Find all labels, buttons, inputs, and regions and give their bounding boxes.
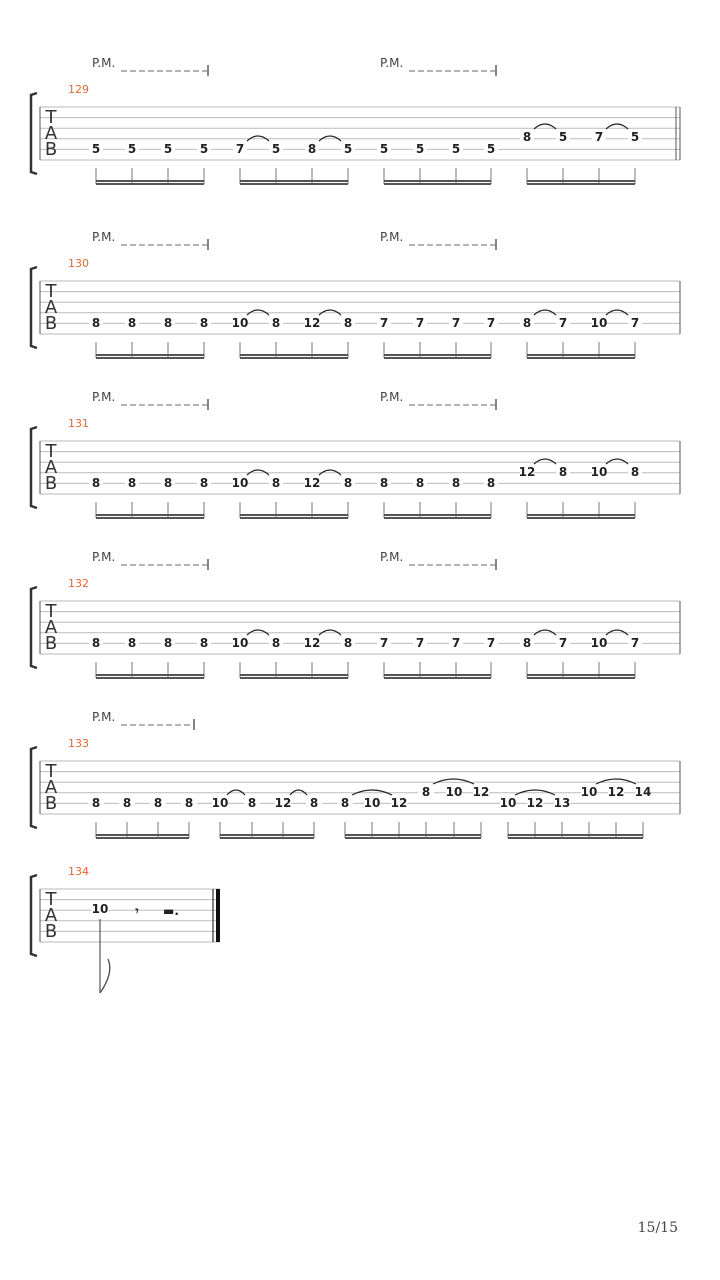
system-bracket [31,267,37,348]
fret-number: 8 [91,316,101,330]
fret-number: 7 [235,142,245,156]
beam [384,674,491,676]
beam [527,183,635,185]
beam [96,677,204,679]
fret-number: 7 [451,316,461,330]
note-flag [100,959,110,993]
fret-number: 5 [486,142,496,156]
tab-system-129 [31,56,680,185]
fret-number: 8 [522,636,532,650]
fret-number: 8 [307,142,317,156]
fret-number: 8 [343,636,353,650]
fret-number: 8 [558,465,568,479]
beam [240,357,348,359]
tab-letter-b: B [44,633,58,654]
fret-number: 8 [522,130,532,144]
palm-mute-label: P.M. [380,390,404,404]
fret-number: 8 [343,316,353,330]
fret-number: 5 [415,142,425,156]
beam [240,514,348,516]
fret-number: 7 [630,316,640,330]
measure-number: 133 [68,737,89,750]
fret-number: 7 [415,316,425,330]
beam [384,677,491,679]
beam [240,354,348,356]
tab-letter-t: T [45,889,57,910]
tab-letter-a: A [44,777,58,798]
beam [508,837,643,839]
tab-letter-b: B [44,793,58,814]
fret-number: 8 [309,796,319,810]
final-thick-barline [216,889,220,942]
beam [384,514,491,516]
fret-number: 8 [247,796,257,810]
beam [527,354,635,356]
fret-number: 7 [558,316,568,330]
slur [606,459,628,464]
palm-mute-label: P.M. [92,56,116,70]
fret-number: 13 [553,796,571,810]
page-number: 15/15 [637,1220,678,1236]
fret-number: 7 [379,316,389,330]
fret-number: 8 [421,785,431,799]
beam [384,357,491,359]
fret-number: 8 [163,636,173,650]
beam [220,837,314,839]
eighth-rest-icon: 𝄾 [135,904,139,918]
fret-number: 8 [271,316,281,330]
fret-number: 10 [590,316,608,330]
tab-letter-a: A [44,617,58,638]
beam [384,180,491,182]
fret-number: 10 [590,465,608,479]
palm-mute-label: P.M. [92,230,116,244]
fret-number: 12 [472,785,490,799]
beam [384,183,491,185]
fret-number: 10 [580,785,598,799]
tab-system-131 [31,390,680,519]
beam [240,517,348,519]
system-bracket [31,747,37,828]
tab-letter-t: T [45,601,57,622]
system-bracket [31,875,37,956]
slur [596,779,636,784]
fret-number: 8 [163,476,173,490]
fret-number: 8 [340,796,350,810]
fret-number: 10 [231,636,249,650]
fret-number: 8 [199,316,209,330]
beam [96,837,189,839]
fret-number: 8 [451,476,461,490]
tab-letter-a: A [44,905,58,926]
fret-number: 12 [526,796,544,810]
fret-number: 7 [594,130,604,144]
fret-number: 10 [211,796,229,810]
dotted-rest-icon: ▬. [163,904,179,918]
palm-mute-label: P.M. [92,390,116,404]
fret-number: 7 [486,316,496,330]
beam [384,517,491,519]
fret-number: 10 [363,796,381,810]
beam [96,517,204,519]
fret-number: 7 [630,636,640,650]
measure-number: 131 [68,417,89,430]
fret-number: 8 [522,316,532,330]
systems-layer [31,56,680,993]
fret-number: 8 [122,796,132,810]
fret-number: 12 [274,796,292,810]
fret-number: 10 [231,316,249,330]
tab-letter-b: B [44,313,58,334]
beam [96,674,204,676]
beam [345,837,481,839]
palm-mute-label: P.M. [380,230,404,244]
fret-number: 5 [163,142,173,156]
fret-number: 5 [451,142,461,156]
fret-number: 5 [379,142,389,156]
tab-letter-t: T [45,761,57,782]
beam [220,834,314,836]
fret-number: 5 [558,130,568,144]
tab-system-132 [31,550,680,679]
beam [527,357,635,359]
fret-number: 8 [184,796,194,810]
fret-number: 12 [303,476,321,490]
beam [345,834,481,836]
fret-number: 7 [486,636,496,650]
fret-number: 8 [163,316,173,330]
fret-number: 7 [558,636,568,650]
fret-number: 5 [271,142,281,156]
fret-number: 8 [271,636,281,650]
fret-number: 8 [91,796,101,810]
beam [527,180,635,182]
fret-number: 7 [451,636,461,650]
fret-number: 10 [91,902,109,916]
fret-number: 12 [518,465,536,479]
tab-letter-b: B [44,473,58,494]
tab-letter-b: B [44,921,58,942]
beam [527,517,635,519]
measure-number: 132 [68,577,89,590]
measure-number: 134 [68,865,89,878]
beam [96,357,204,359]
beam [96,834,189,836]
palm-mute-label: P.M. [92,710,116,724]
fret-number: 14 [634,785,652,799]
system-bracket [31,93,37,174]
fret-number: 5 [630,130,640,144]
measure-number: 130 [68,257,89,270]
fret-number: 10 [499,796,517,810]
fret-number: 8 [199,476,209,490]
fret-number: 10 [590,636,608,650]
palm-mute-label: P.M. [92,550,116,564]
fret-number: 12 [303,636,321,650]
beam [384,354,491,356]
beam [96,180,204,182]
fret-number: 5 [199,142,209,156]
fret-number: 8 [127,476,137,490]
palm-mute-label: P.M. [380,550,404,564]
fret-number: 8 [91,636,101,650]
fret-number: 5 [91,142,101,156]
fret-number: 5 [343,142,353,156]
fret-number: 5 [127,142,137,156]
slur [534,459,556,464]
slur [433,779,474,784]
tab-system-130 [31,230,680,359]
fret-number: 8 [343,476,353,490]
beam [96,354,204,356]
system-bracket [31,587,37,668]
fret-number: 8 [127,636,137,650]
beam [527,677,635,679]
beam [527,514,635,516]
fret-number: 8 [379,476,389,490]
fret-number: 12 [303,316,321,330]
beam [508,834,643,836]
fret-number: 8 [486,476,496,490]
beam [240,183,348,185]
fret-number: 7 [415,636,425,650]
beam [527,674,635,676]
beam [240,677,348,679]
fret-number: 12 [390,796,408,810]
tab-letter-b: B [44,139,58,160]
system-bracket [31,427,37,508]
tab-letter-a: A [44,457,58,478]
tab-letter-t: T [45,281,57,302]
fret-number: 8 [415,476,425,490]
fret-number: 8 [91,476,101,490]
tab-system-133 [31,710,680,839]
beam [240,674,348,676]
fret-number: 12 [607,785,625,799]
fret-number: 8 [199,636,209,650]
fret-number: 7 [379,636,389,650]
tab-letter-a: A [44,297,58,318]
measure-number: 129 [68,83,89,96]
beam [96,514,204,516]
tab-letter-a: A [44,123,58,144]
tab-letter-t: T [45,107,57,128]
beam [240,180,348,182]
tab-letter-t: T [45,441,57,462]
fret-number: 8 [630,465,640,479]
fret-number: 8 [127,316,137,330]
fret-number: 10 [231,476,249,490]
palm-mute-label: P.M. [380,56,404,70]
tab-system-134 [31,865,220,993]
fret-number: 10 [445,785,463,799]
beam [96,183,204,185]
fret-number: 8 [271,476,281,490]
fret-number: 8 [153,796,163,810]
